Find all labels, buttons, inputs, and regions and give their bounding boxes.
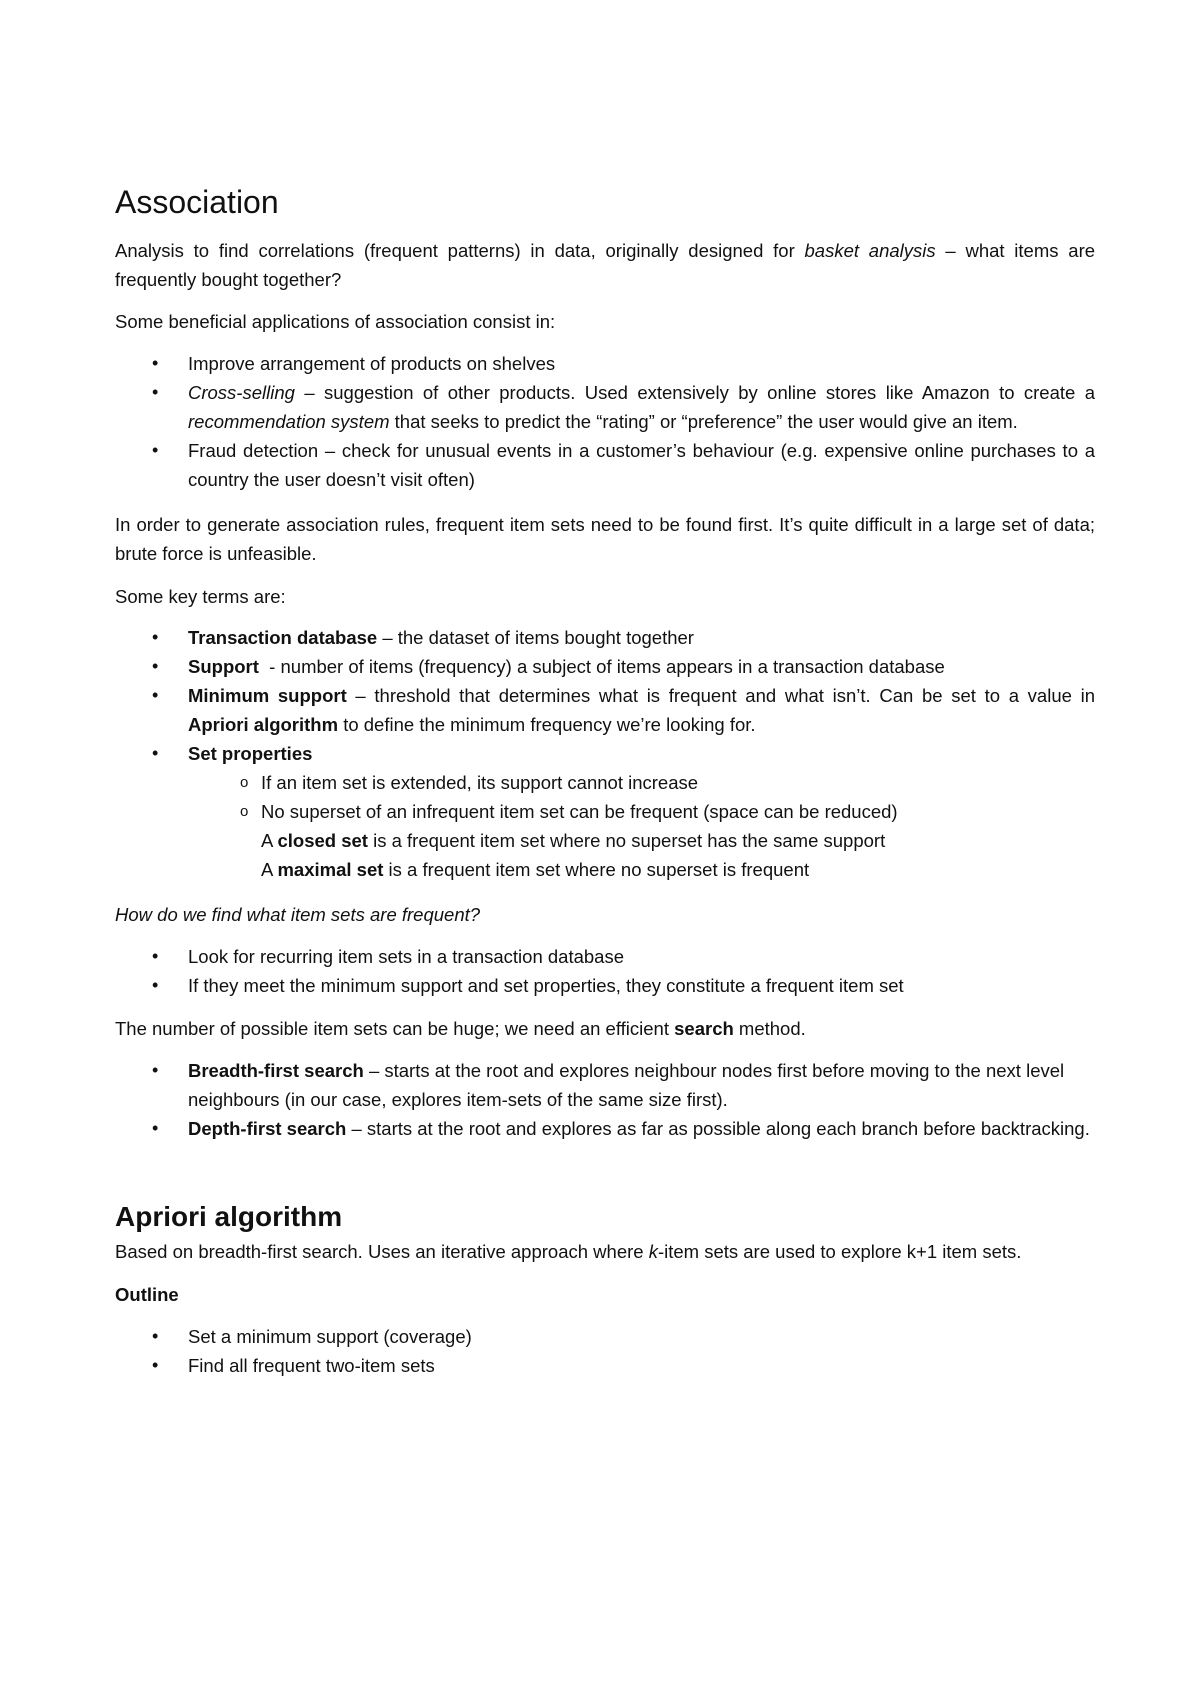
- list-item-text: If they meet the minimum support and set properties, they constitute a frequent item set: [188, 975, 904, 996]
- bullet-icon: •: [152, 382, 159, 402]
- paragraph-emphasis: search: [674, 1018, 734, 1039]
- list-item-text: Look for recurring item sets in a transaction database: [188, 946, 625, 967]
- term-definition: to define the minimum frequency we’re looking for.: [338, 714, 756, 735]
- paragraph-text: The number of possible item sets can be huge; we need an efficient: [115, 1018, 675, 1039]
- heading-apriori: Apriori algorithm: [115, 1201, 343, 1232]
- sub-bullet-icon: o: [240, 803, 249, 820]
- list-item: [115, 768, 1095, 797]
- list-item: [115, 349, 1095, 378]
- list-item: [115, 797, 1095, 826]
- term-name: Breadth-first search: [188, 1060, 364, 1081]
- outline-list: [115, 1322, 1095, 1380]
- term-definition: - number of items (frequency) a subject of items appears in a transaction database: [258, 656, 945, 677]
- bullet-icon: •: [152, 1326, 159, 1346]
- heading-association: Association: [115, 184, 279, 220]
- intro-text-end: – what items are frequently bought together?: [115, 240, 1096, 290]
- list-item-text: Find all frequent two-item sets: [188, 1355, 435, 1376]
- list-item-text: – suggestion of other products. Used extensively by online stores like Amazon to create a: [294, 382, 1095, 403]
- term-name: Transaction database: [188, 627, 378, 648]
- list-item: [115, 652, 1095, 681]
- list-item: [115, 1322, 1095, 1351]
- bullet-icon: •: [152, 1060, 159, 1080]
- set-properties-sublist: [115, 768, 1095, 826]
- question-line: How do we find what item sets are frequent?: [115, 904, 481, 925]
- paragraph-text: method.: [733, 1018, 806, 1039]
- list-item: [115, 1114, 1095, 1143]
- key-terms-lead: Some key terms are:: [115, 586, 286, 607]
- list-item: [115, 739, 1095, 768]
- definition-text: is a frequent item set where no superset is frequent: [383, 859, 810, 880]
- paragraph-text: Based on breadth-first search. Uses an iterative approach where: [115, 1241, 649, 1262]
- bullet-icon: •: [152, 1118, 159, 1138]
- term-definition: – starts at the root and explores as far as possible along each branch before backtracking.: [346, 1118, 1090, 1139]
- definition-text: A: [261, 859, 278, 880]
- list-item-text: Fraud detection – check for unusual events in a customer’s behaviour (e.g. expensive online purchases to a country the user doesn’t visit often): [188, 440, 1095, 490]
- list-item-text: Improve arrangement of products on shelves: [188, 353, 556, 374]
- list-item-text: If an item set is extended, its support cannot increase: [261, 772, 699, 793]
- intro-paragraph: [115, 236, 1095, 294]
- term-name: Support: [188, 656, 259, 677]
- bullet-icon: •: [152, 685, 159, 705]
- search-methods-list: [115, 1056, 1095, 1143]
- list-item: [115, 942, 1095, 971]
- bullet-icon: •: [152, 743, 159, 763]
- list-item: [115, 436, 1095, 494]
- definition-term: maximal set: [277, 859, 384, 880]
- bullet-icon: •: [152, 353, 159, 373]
- benefits-list: [115, 349, 1095, 494]
- term-definition: – starts at the root and explores neighbour nodes first before moving to the next level neighbours (in our case, explores item-sets of the same size first).: [188, 1060, 1065, 1110]
- list-item-text: that seeks to predict the “rating” or “preference” the user would give an item.: [389, 411, 1018, 432]
- intro-emphasis: basket analysis: [804, 240, 936, 261]
- bullet-icon: •: [152, 975, 159, 995]
- closed-set-definition: [115, 826, 1095, 855]
- apriori-paragraph: [115, 1237, 1095, 1266]
- maximal-set-definition: [115, 855, 1095, 884]
- search-paragraph: [115, 1014, 1095, 1043]
- term-definition: – threshold that determines what is frequent and what isn’t. Can be set to a value in: [346, 685, 1095, 706]
- list-item: [115, 378, 1095, 436]
- definition-term: closed set: [277, 830, 368, 851]
- list-item-emphasis: Cross-selling: [188, 382, 295, 403]
- bullet-icon: •: [152, 627, 159, 647]
- list-item: [115, 971, 1095, 1000]
- paragraph-emphasis: k: [648, 1241, 658, 1262]
- bullet-icon: •: [152, 1355, 159, 1375]
- definition-text: is a frequent item set where no superset has the same support: [367, 830, 886, 851]
- bullet-icon: •: [152, 440, 159, 460]
- list-item-text: Set a minimum support (coverage): [188, 1326, 472, 1347]
- term-name: Depth-first search: [188, 1118, 347, 1139]
- list-item: [115, 1056, 1095, 1114]
- bullet-icon: •: [152, 656, 159, 676]
- intro-text: Analysis to find correlations (frequent patterns) in data, originally designed for: [115, 240, 805, 261]
- list-item-text: No superset of an infrequent item set can be frequent (space can be reduced): [261, 801, 898, 822]
- sub-bullet-icon: o: [240, 774, 249, 791]
- key-terms-list: [115, 623, 1095, 768]
- list-item-emphasis: recommendation system: [188, 411, 390, 432]
- frequent-sets-paragraph: In order to generate association rules, frequent item sets need to be found first. It’s quite difficult in a large set of data; brute force is unfeasible.: [115, 514, 1095, 564]
- paragraph-text: -item sets are used to explore k+1 item sets.: [657, 1241, 1022, 1262]
- term-emphasis: Apriori algorithm: [188, 714, 339, 735]
- list-item: [115, 1351, 1095, 1380]
- benefits-lead: Some beneficial applications of association consist in:: [115, 311, 556, 332]
- document-content: [115, 182, 1095, 1380]
- list-item: [115, 623, 1095, 652]
- term-definition: – the dataset of items bought together: [377, 627, 694, 648]
- term-name: Minimum support: [188, 685, 347, 706]
- list-item: [115, 681, 1095, 739]
- term-name: Set properties: [188, 743, 313, 764]
- outline-label: Outline: [115, 1284, 179, 1305]
- bullet-icon: •: [152, 946, 159, 966]
- definition-text: A: [261, 830, 278, 851]
- find-list: [115, 942, 1095, 1000]
